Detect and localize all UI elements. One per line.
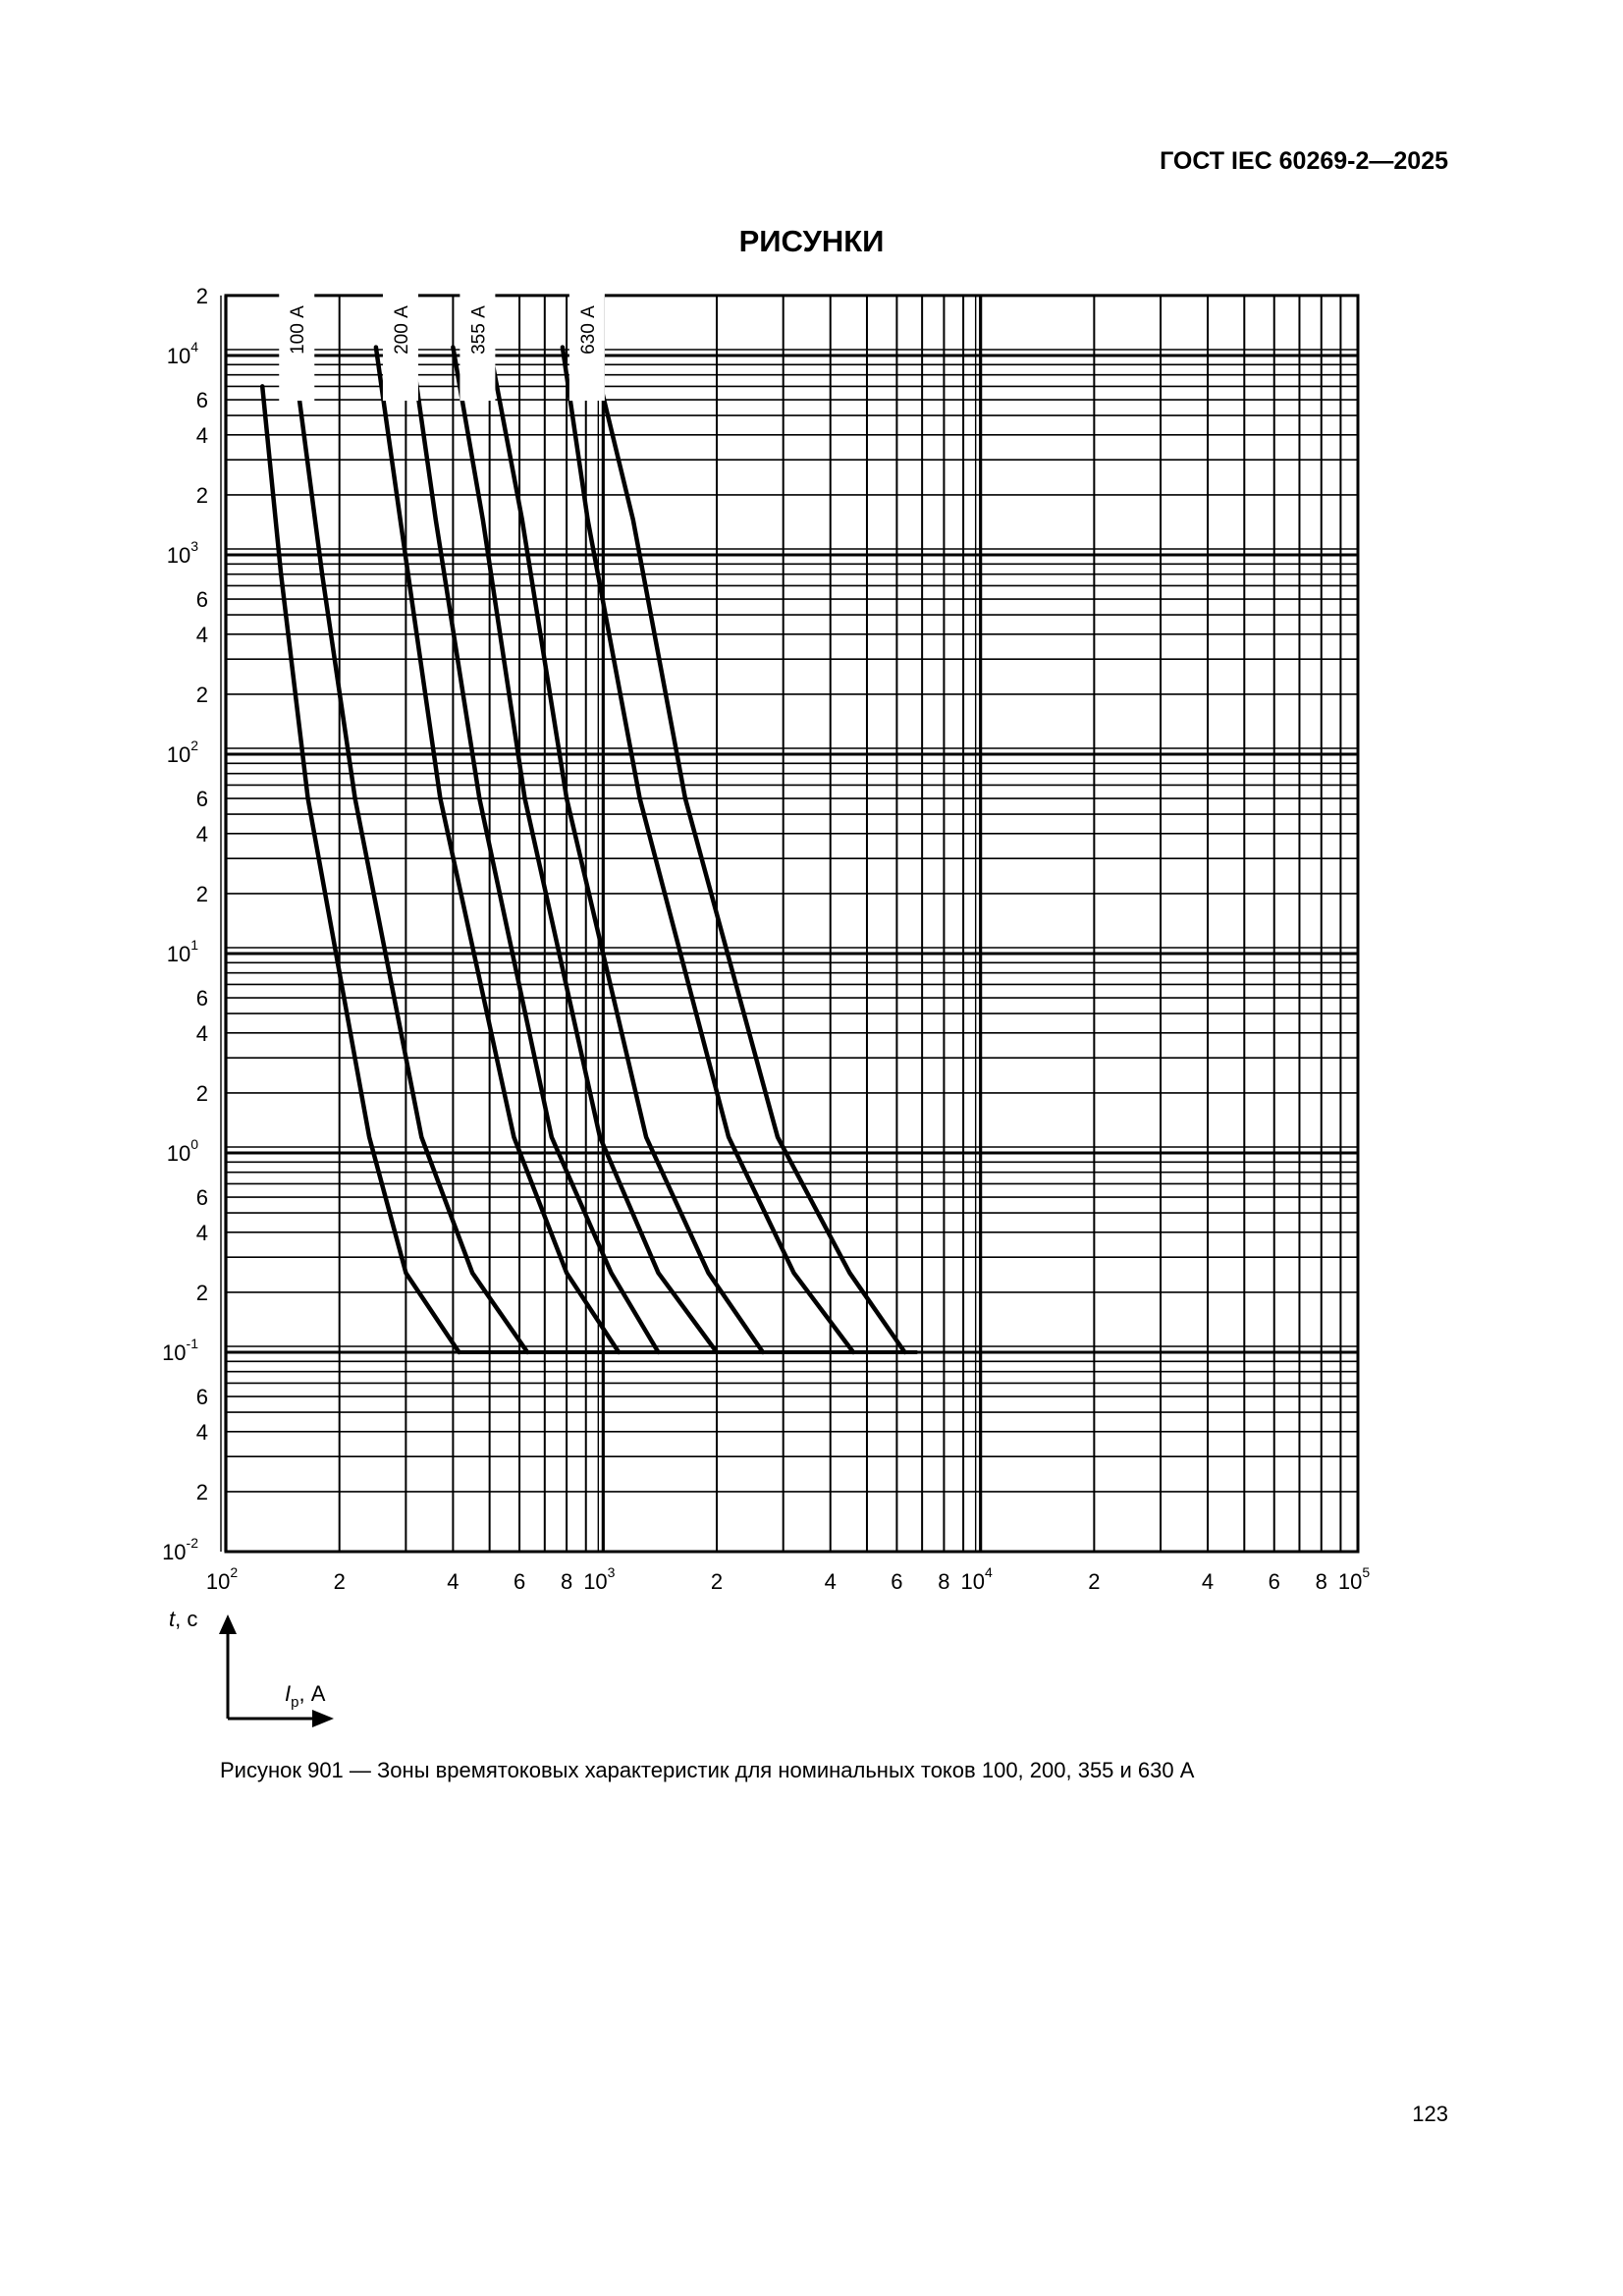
rating-label-100: 100 А	[288, 305, 309, 355]
y-tick-label: 6	[195, 587, 208, 613]
y-tick-label: $10^{-2}$	[162, 1535, 198, 1564]
y-tick-label: 4	[195, 1220, 208, 1245]
x-axis-arrowhead	[312, 1710, 334, 1727]
y-tick-label: $10^0$	[166, 1136, 198, 1166]
y-tick-label: $10^4$	[166, 339, 198, 368]
figure-caption: Рисунок 901 — Зоны времятоковых характеристик для номинальных токов 100, 200, 355 и 630 А	[220, 1758, 1195, 1782]
curve-100a-min	[262, 386, 459, 1352]
x-axis-label: $I_p$, А	[285, 1681, 326, 1711]
y-tick-label: $10^{-1}$	[162, 1336, 198, 1365]
y-tick-label: 6	[195, 388, 208, 413]
y-tick-label: 2	[195, 1479, 208, 1504]
y-tick-label: 2	[195, 482, 208, 508]
y-tick-label: 2	[195, 881, 208, 906]
y-tick-label: 4	[195, 1419, 208, 1445]
x-tick-label: $10^5$	[1337, 1564, 1371, 1594]
y-tick-label: 6	[195, 1185, 208, 1211]
x-tick-label: 6	[513, 1569, 526, 1594]
document-code: ГОСТ IEC 60269-2—2025	[1160, 147, 1448, 175]
x-tick-label: 4	[824, 1569, 837, 1594]
x-tick-label: $10^4$	[960, 1564, 993, 1594]
y-axis-arrowhead	[219, 1614, 237, 1634]
y-tick-label: 4	[195, 622, 208, 647]
rating-label-200: 200 А	[391, 305, 412, 355]
y-tick-label: $10^1$	[166, 937, 198, 966]
x-tick-label: 8	[1315, 1569, 1327, 1594]
x-tick-label: 6	[1268, 1569, 1280, 1594]
section-title: РИСУНКИ	[738, 224, 885, 258]
y-tick-label: 6	[195, 787, 208, 812]
page-number: 123	[1412, 2102, 1448, 2126]
y-tick-label: $10^3$	[166, 538, 198, 568]
chart-grid	[221, 296, 1358, 1552]
y-axis-label: t, с	[169, 1607, 198, 1631]
x-tick-label: 4	[447, 1569, 460, 1594]
x-tick-label: $10^3$	[583, 1564, 616, 1594]
y-tick-label: 2	[195, 1080, 208, 1106]
y-tick-label: 2	[195, 682, 208, 707]
x-tick-label: 2	[333, 1569, 346, 1594]
x-tick-label: 4	[1201, 1569, 1215, 1594]
x-tick-label: 6	[891, 1569, 903, 1594]
x-tick-label: 8	[938, 1569, 950, 1594]
y-tick-label: 4	[195, 1020, 208, 1046]
rating-label-630: 630 А	[577, 305, 599, 355]
y-tick-label: 4	[195, 821, 208, 847]
y-tick-label: 4	[195, 422, 208, 448]
x-tick-label: 2	[1088, 1569, 1101, 1594]
x-tick-label: 8	[560, 1569, 573, 1594]
y-tick-label: 6	[195, 986, 208, 1011]
y-tick-label: 6	[195, 1385, 208, 1410]
x-tick-label: 2	[710, 1569, 724, 1594]
curve-630a-max	[591, 348, 904, 1352]
y-tick-label: 2	[195, 1280, 208, 1305]
x-tick-label: $10^2$	[205, 1564, 239, 1594]
chart-curves	[262, 348, 917, 1352]
y-tick-label: $10^2$	[166, 738, 198, 767]
y-tick-label: 2	[195, 283, 208, 308]
rating-label-355: 355 А	[468, 305, 490, 355]
